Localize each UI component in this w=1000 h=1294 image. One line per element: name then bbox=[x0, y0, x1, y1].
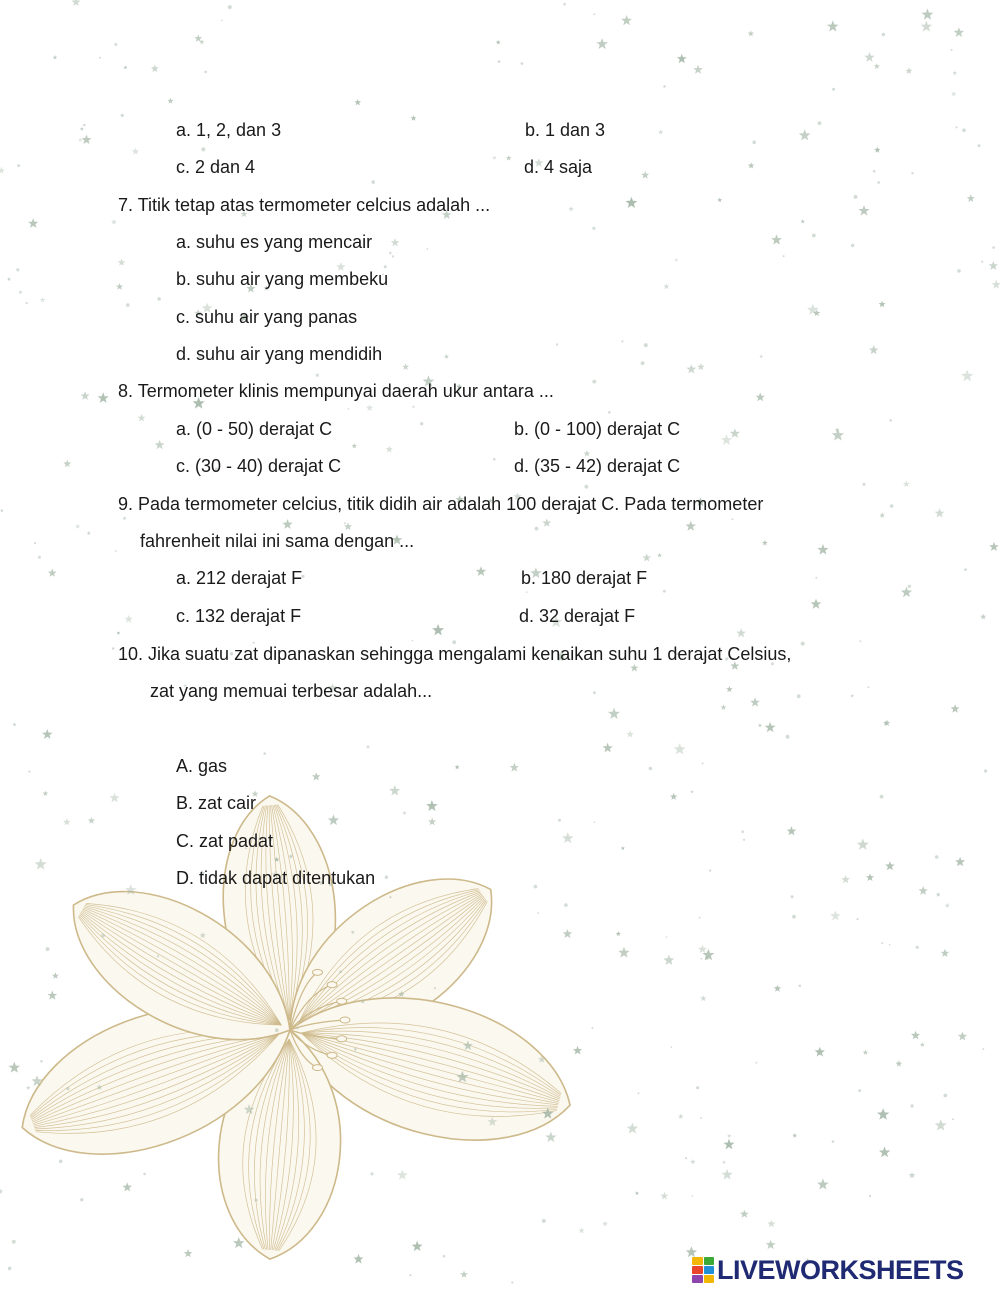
q10-question-line2: zat yang memuai terbesar adalah... bbox=[150, 681, 433, 701]
flower-illustration-icon bbox=[0, 791, 587, 1264]
q10-option-b[interactable]: B. zat cair bbox=[176, 793, 257, 813]
q8-option-d[interactable]: d. (35 - 42) derajat C bbox=[514, 456, 681, 476]
q9-question-line1: 9. Pada termometer celcius, titik didih air adalah 100 derajat C. Pada termometer bbox=[118, 494, 764, 514]
liveworksheets-logo-icon bbox=[692, 1257, 714, 1283]
liveworksheets-logo-text: LIVEWORKSHEETS bbox=[717, 1254, 964, 1285]
q7-option-b[interactable]: b. suhu air yang membeku bbox=[176, 269, 389, 289]
q10-option-d[interactable]: D. tidak dapat ditentukan bbox=[176, 868, 376, 888]
q9-option-a[interactable]: a. 212 derajat F bbox=[176, 568, 303, 588]
q8-question: 8. Termometer klinis mempunyai daerah ukur antara ... bbox=[118, 381, 554, 401]
q6-option-c[interactable]: c. 2 dan 4 bbox=[176, 157, 256, 177]
q10-option-a[interactable]: A. gas bbox=[176, 756, 228, 776]
q8-option-a[interactable]: a. (0 - 50) derajat C bbox=[176, 419, 333, 439]
q7-option-d[interactable]: d. suhu air yang mendidih bbox=[176, 344, 383, 364]
q9-option-b[interactable]: b. 180 derajat F bbox=[521, 568, 648, 588]
q6-option-a[interactable]: a. 1, 2, dan 3 bbox=[176, 120, 282, 140]
liveworksheets-logo[interactable] bbox=[692, 1253, 964, 1287]
q6-option-d[interactable]: d. 4 saja bbox=[524, 157, 593, 177]
q8-option-c[interactable]: c. (30 - 40) derajat C bbox=[176, 456, 342, 476]
q6-option-b[interactable]: b. 1 dan 3 bbox=[525, 120, 606, 140]
q9-option-c[interactable]: c. 132 derajat F bbox=[176, 606, 302, 626]
q7-question: 7. Titik tetap atas termometer celcius adalah ... bbox=[118, 195, 491, 215]
q7-option-c[interactable]: c. suhu air yang panas bbox=[176, 307, 358, 327]
q9-question-line2: fahrenheit nilai ini sama dengan ... bbox=[140, 531, 415, 551]
q10-option-c[interactable]: C. zat padat bbox=[176, 831, 274, 851]
q8-option-b[interactable]: b. (0 - 100) derajat C bbox=[514, 419, 681, 439]
q10-question-line1: 10. Jika suatu zat dipanaskan sehingga mengalami kenaikan suhu 1 derajat Celsius, bbox=[118, 644, 792, 664]
q7-option-a[interactable]: a. suhu es yang mencair bbox=[176, 232, 373, 252]
q9-option-d[interactable]: d. 32 derajat F bbox=[519, 606, 636, 626]
